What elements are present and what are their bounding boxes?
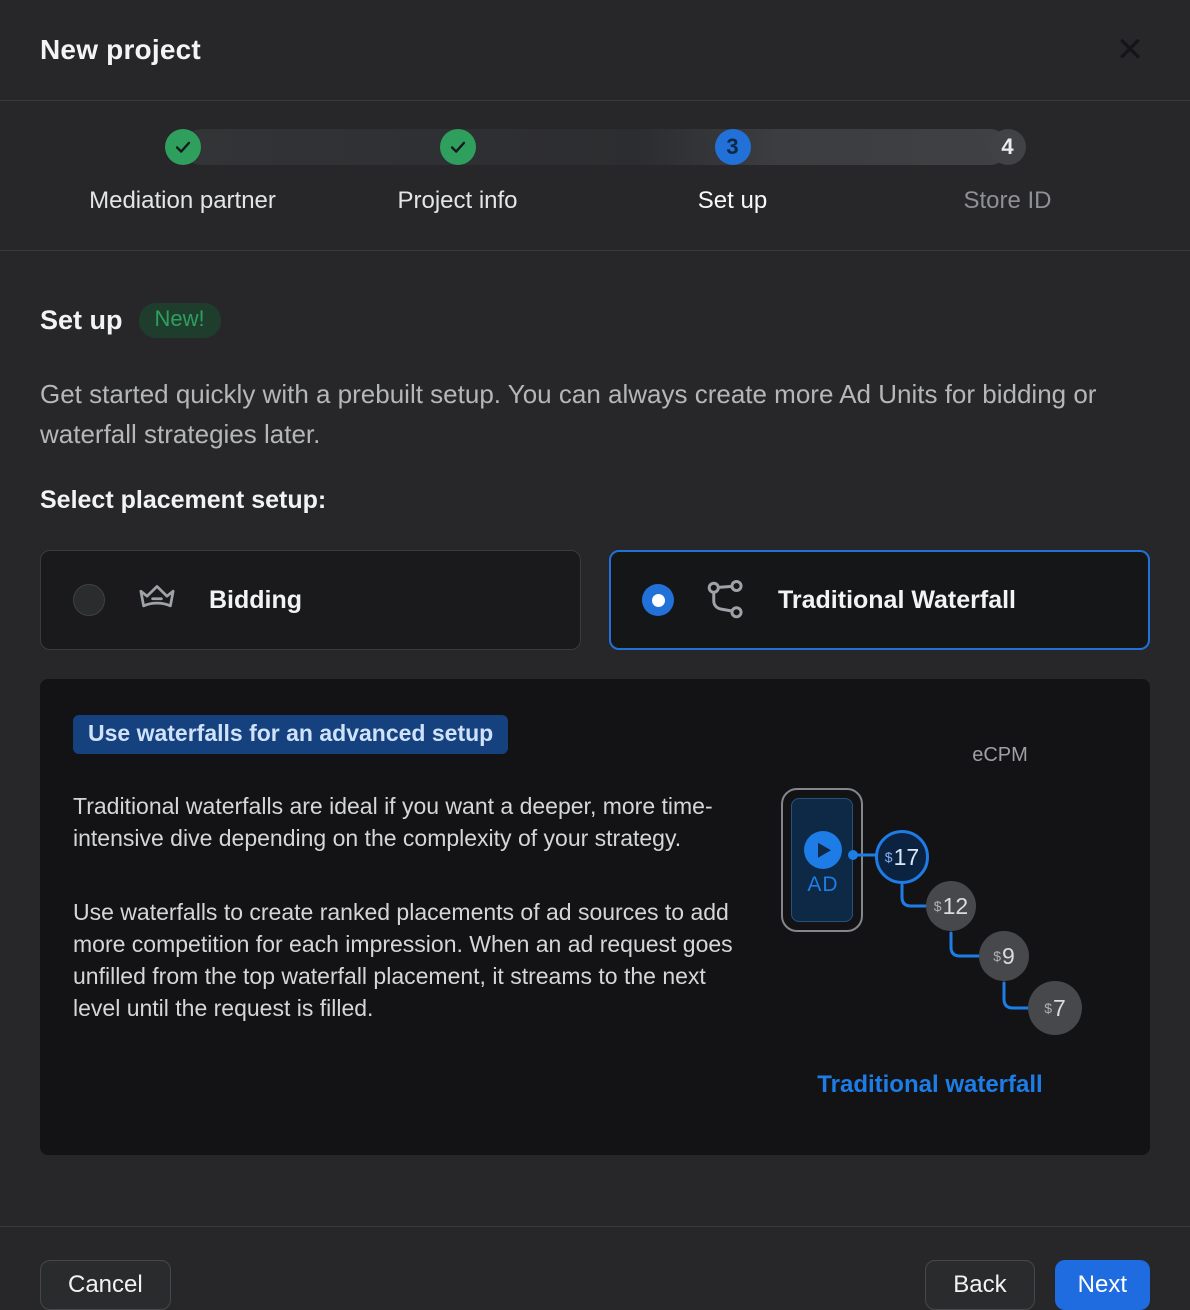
option-card-traditional-waterfall[interactable] bbox=[609, 550, 1150, 650]
step-3-label: Set up bbox=[697, 187, 768, 214]
traditional-waterfall-radio[interactable] bbox=[642, 584, 674, 616]
option-card-bidding[interactable] bbox=[40, 550, 581, 650]
step-4-label: Store ID bbox=[963, 187, 1052, 214]
step-2-check-icon bbox=[440, 129, 476, 165]
step-project-info[interactable] bbox=[320, 129, 595, 165]
modal-footer bbox=[0, 1226, 1190, 1310]
select-placement-label: Select placement setup: bbox=[40, 486, 327, 515]
next-button[interactable]: Next bbox=[1055, 1260, 1150, 1310]
step-1-check-icon bbox=[165, 129, 201, 165]
illustration-caption: Traditional waterfall bbox=[817, 1071, 1043, 1099]
waterfall-branch-icon bbox=[704, 578, 748, 622]
wizard-stepper bbox=[0, 101, 1190, 250]
waterfall-paragraph-1: Traditional waterfalls are ideal if you want a deeper, more time-intensive dive depending on the complexity of your strategy. bbox=[73, 793, 713, 852]
ecpm-node-9: $ 9 bbox=[979, 931, 1029, 981]
ecpm-node-12: $ 12 bbox=[926, 881, 976, 931]
ad-label: AD bbox=[807, 873, 839, 897]
bidding-radio[interactable] bbox=[73, 584, 105, 616]
waterfall-illustration bbox=[770, 727, 1120, 1107]
step-4-number: 4 bbox=[990, 129, 1026, 165]
close-icon[interactable]: ✕ bbox=[1110, 30, 1150, 70]
advanced-setup-badge: Use waterfalls for an advanced setup bbox=[73, 715, 508, 754]
step-1-label: Mediation partner bbox=[89, 187, 276, 214]
cancel-button[interactable]: Cancel bbox=[40, 1260, 171, 1310]
step-2-label: Project info bbox=[397, 187, 518, 214]
modal-header bbox=[0, 0, 1190, 100]
traditional-waterfall-label: Traditional Waterfall bbox=[778, 585, 1017, 614]
step-set-up[interactable] bbox=[595, 129, 870, 165]
crown-icon bbox=[135, 578, 179, 622]
waterfall-paragraph-2: Use waterfalls to create ranked placements of ad sources to add more competition for each impression. When an ad request goes unfilled from the top waterfall placement, it streams to the next level until the request is filled. bbox=[73, 899, 733, 1022]
step-3-number: 3 bbox=[715, 129, 751, 165]
section-description: Get started quickly with a prebuilt setup. You can always create more Ad Units for bidding or waterfall strategies later. bbox=[40, 379, 1097, 450]
ecpm-label: eCPM bbox=[972, 744, 1028, 767]
section-heading: Set up bbox=[40, 305, 123, 336]
ecpm-node-7: $ 7 bbox=[1028, 981, 1082, 1035]
new-badge: New! bbox=[139, 303, 221, 338]
waterfall-info-panel bbox=[40, 679, 1150, 1155]
bidding-label: Bidding bbox=[209, 585, 303, 614]
ecpm-node-17: $ 17 bbox=[875, 830, 929, 884]
modal-body bbox=[0, 251, 1190, 1226]
back-button[interactable]: Back bbox=[925, 1260, 1034, 1310]
step-store-id[interactable] bbox=[870, 129, 1145, 165]
step-mediation-partner[interactable] bbox=[45, 129, 320, 165]
modal-title: New project bbox=[40, 34, 201, 65]
